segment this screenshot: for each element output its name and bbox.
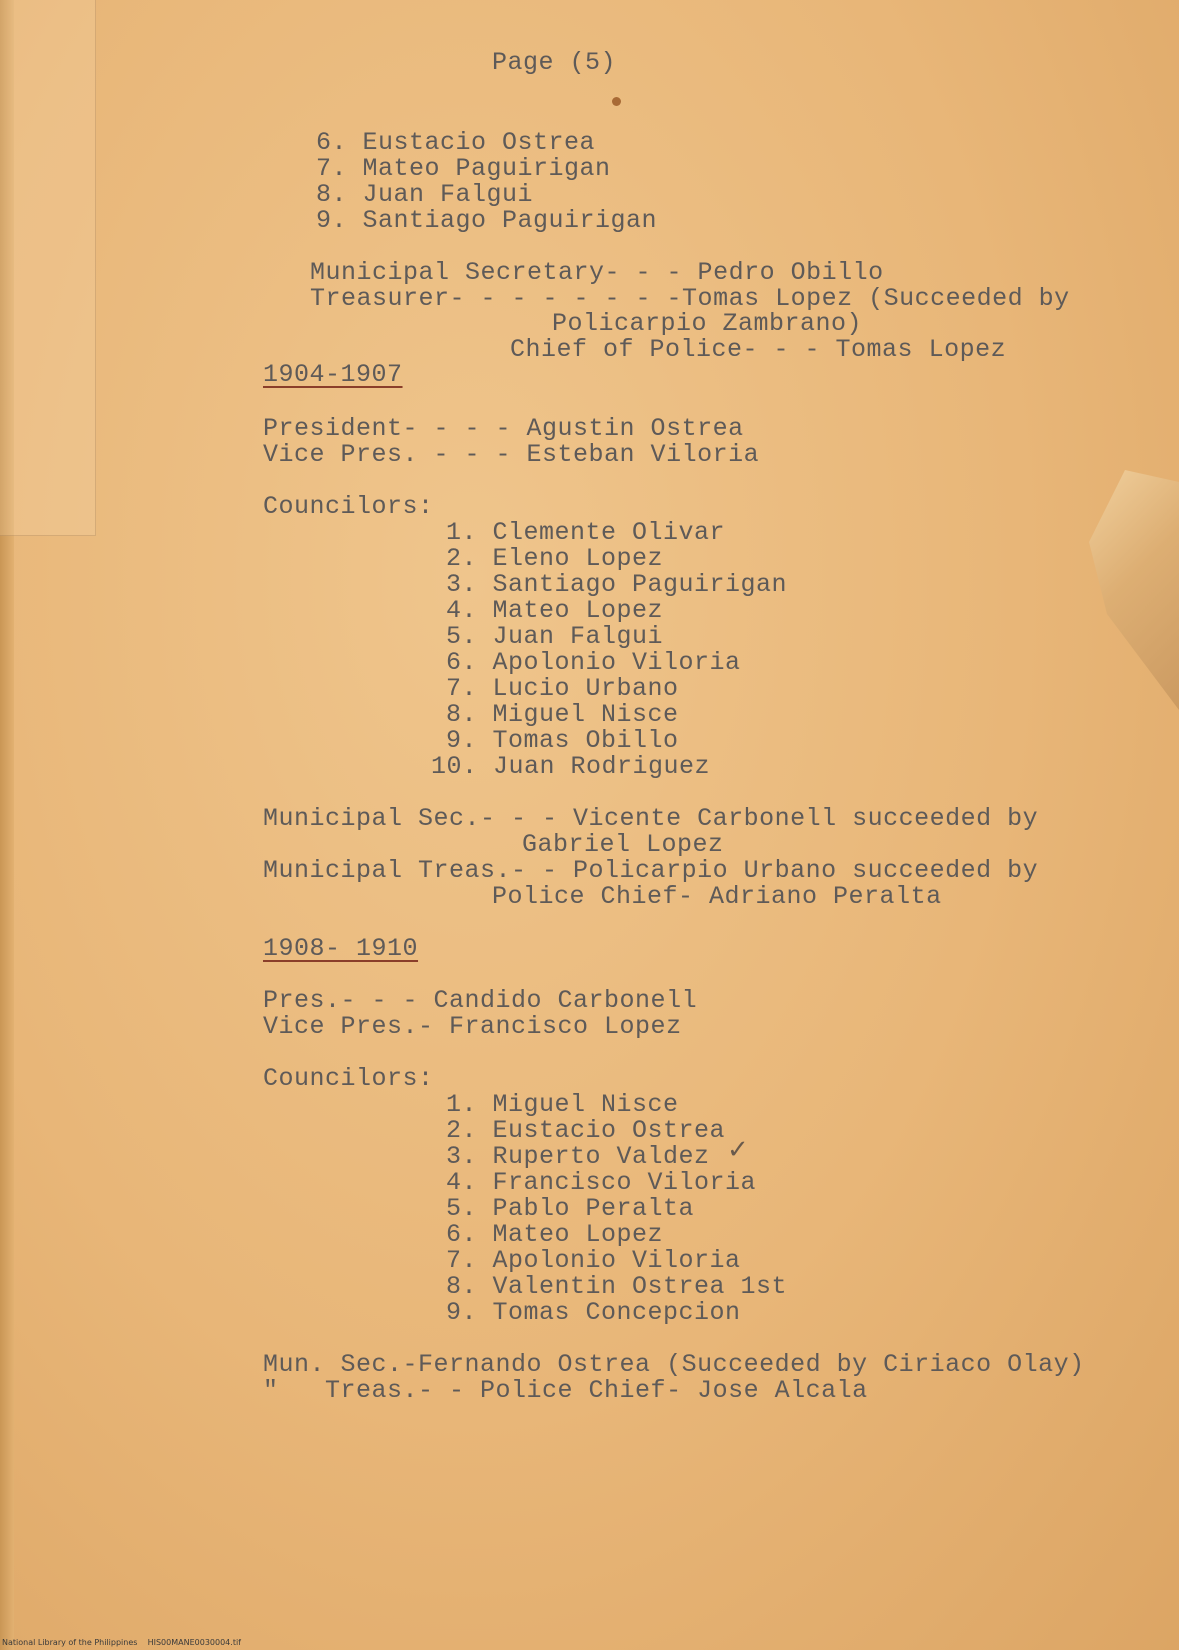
councilor-item: 2. Eustacio Ostrea xyxy=(446,1116,726,1145)
official-line: Municipal Sec.- - - Vicente Carbonell succeeded by xyxy=(263,804,1039,833)
vice-president-line: Vice Pres.- Francisco Lopez xyxy=(263,1012,682,1041)
councilor-item: 2. Eleno Lopez xyxy=(446,544,664,573)
check-mark-icon: ✓ xyxy=(727,1135,749,1165)
president-line: Pres.- - - Candido Carbonell xyxy=(263,986,698,1015)
term-heading-1904: 1904-1907 xyxy=(263,360,403,389)
councilors-label: Councilors: xyxy=(263,1064,434,1093)
official-line: Policarpio Zambrano) xyxy=(552,309,863,338)
councilor-item: 8. Juan Falgui xyxy=(316,180,534,209)
councilor-item: 7. Apolonio Viloria xyxy=(446,1246,741,1275)
councilors-label: Councilors: xyxy=(263,492,434,521)
councilor-item: 6. Mateo Lopez xyxy=(446,1220,664,1249)
official-line: Municipal Secretary- - - Pedro Obillo xyxy=(310,258,884,287)
councilor-item: 1. Clemente Olivar xyxy=(446,518,726,547)
councilor-item: 6. Apolonio Viloria xyxy=(446,648,741,677)
official-line: " Treas.- - Police Chief- Jose Alcala xyxy=(263,1376,868,1405)
ink-dot xyxy=(612,97,621,106)
official-line: Municipal Treas.- - Policarpio Urbano succeeded by xyxy=(263,856,1039,885)
term-heading-1908: 1908- 1910 xyxy=(263,934,419,963)
official-line: Chief of Police- - - Tomas Lopez xyxy=(510,335,1007,364)
councilor-item: 9. Tomas Concepcion xyxy=(446,1298,741,1327)
councilor-item: 6. Eustacio Ostrea xyxy=(316,128,596,157)
official-line: Mun. Sec.-Fernando Ostrea (Succeeded by Ciriaco Olay) xyxy=(263,1350,1085,1379)
councilor-item: 4. Francisco Viloria xyxy=(446,1168,757,1197)
councilor-item: 1. Miguel Nisce xyxy=(446,1090,679,1119)
councilor-item: 3. Santiago Paguirigan xyxy=(446,570,788,599)
president-line: President- - - - Agustin Ostrea xyxy=(263,414,744,443)
councilor-item: 7. Mateo Paguirigan xyxy=(316,154,611,183)
page-header: Page (5) xyxy=(492,48,617,77)
councilor-item: 8. Miguel Nisce xyxy=(446,700,679,729)
councilor-item: 4. Mateo Lopez xyxy=(446,596,664,625)
councilor-item: 5. Juan Falgui xyxy=(446,622,664,651)
official-line: Police Chief- Adriano Peralta xyxy=(492,882,942,911)
official-line: Treasurer- - - - - - - -Tomas Lopez (Succeeded by xyxy=(310,284,1070,313)
vice-president-line: Vice Pres. - - - Esteban Viloria xyxy=(263,440,760,469)
official-line: Gabriel Lopez xyxy=(522,830,724,859)
paper-fold xyxy=(0,0,96,536)
councilor-item: 9. Tomas Obillo xyxy=(446,726,679,755)
councilor-item: 7. Lucio Urbano xyxy=(446,674,679,703)
councilor-item: 9. Santiago Paguirigan xyxy=(316,206,658,235)
councilor-item: 5. Pablo Peralta xyxy=(446,1194,695,1223)
councilor-item: 3. Ruperto Valdez xyxy=(446,1142,710,1171)
councilor-item: 8. Valentin Ostrea 1st xyxy=(446,1272,788,1301)
councilor-item: 10. Juan Rodriguez xyxy=(431,752,711,781)
archive-footer: National Library of the Philippines HIS00MANE0030004.tif xyxy=(2,1638,241,1647)
